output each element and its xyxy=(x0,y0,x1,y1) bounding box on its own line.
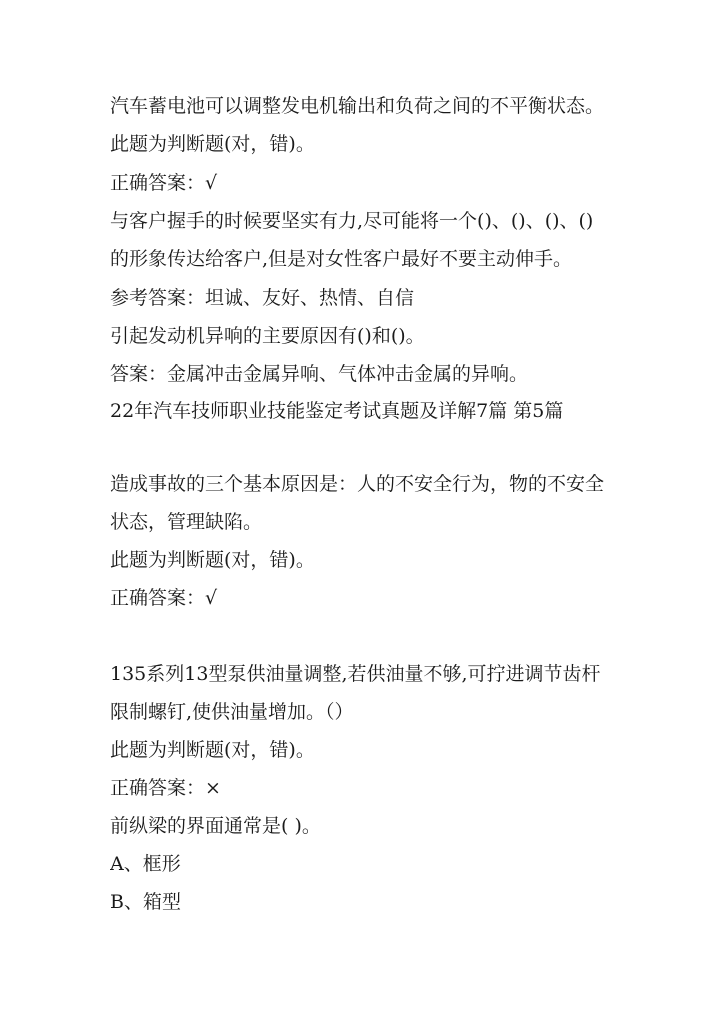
question-accident-causes-line-1: 造成事故的三个基本原因是：人的不安全行为，物的不安全 xyxy=(110,473,605,495)
question-front-rail: 前纵梁的界面通常是( )。 xyxy=(110,815,321,837)
section-heading: 22年汽车技师职业技能鉴定考试真题及详解7篇 第5篇 xyxy=(110,400,564,422)
question-handshake-line-1: 与客户握手的时候要坚实有力,尽可能将一个()、()、()、() xyxy=(110,210,594,232)
question-battery-balance: 汽车蓄电池可以调整发电机输出和负荷之间的不平衡状态。 xyxy=(110,95,605,117)
question-engine-noise: 引起发动机异响的主要原因有()和()。 xyxy=(110,325,425,347)
correct-answer: 正确答案：× xyxy=(110,777,221,799)
answer-engine-noise: 答案：金属冲击金属异响、气体冲击金属的异响。 xyxy=(110,363,529,385)
question-handshake-line-2: 的形象传达给客户,但是对女性客户最好不要主动伸手。 xyxy=(110,248,573,270)
option-b: B、箱型 xyxy=(110,891,181,913)
correct-answer: 正确答案：√ xyxy=(110,172,218,194)
question-fuel-pump-line-1: 135系列13型泵供油量调整,若供油量不够,可拧进调节齿杆 xyxy=(110,663,601,685)
question-fuel-pump-line-2: 限制螺钉,使供油量增加。（） xyxy=(110,701,354,723)
question-type-note: 此题为判断题(对，错)。 xyxy=(110,549,315,571)
reference-answer: 参考答案：坦诚、友好、热情、自信 xyxy=(110,287,415,309)
question-type-note: 此题为判断题(对，错)。 xyxy=(110,739,315,761)
correct-answer: 正确答案：√ xyxy=(110,587,218,609)
question-type-note: 此题为判断题(对，错)。 xyxy=(110,133,315,155)
question-accident-causes-line-2: 状态，管理缺陷。 xyxy=(110,511,263,533)
option-a: A、框形 xyxy=(110,853,181,875)
